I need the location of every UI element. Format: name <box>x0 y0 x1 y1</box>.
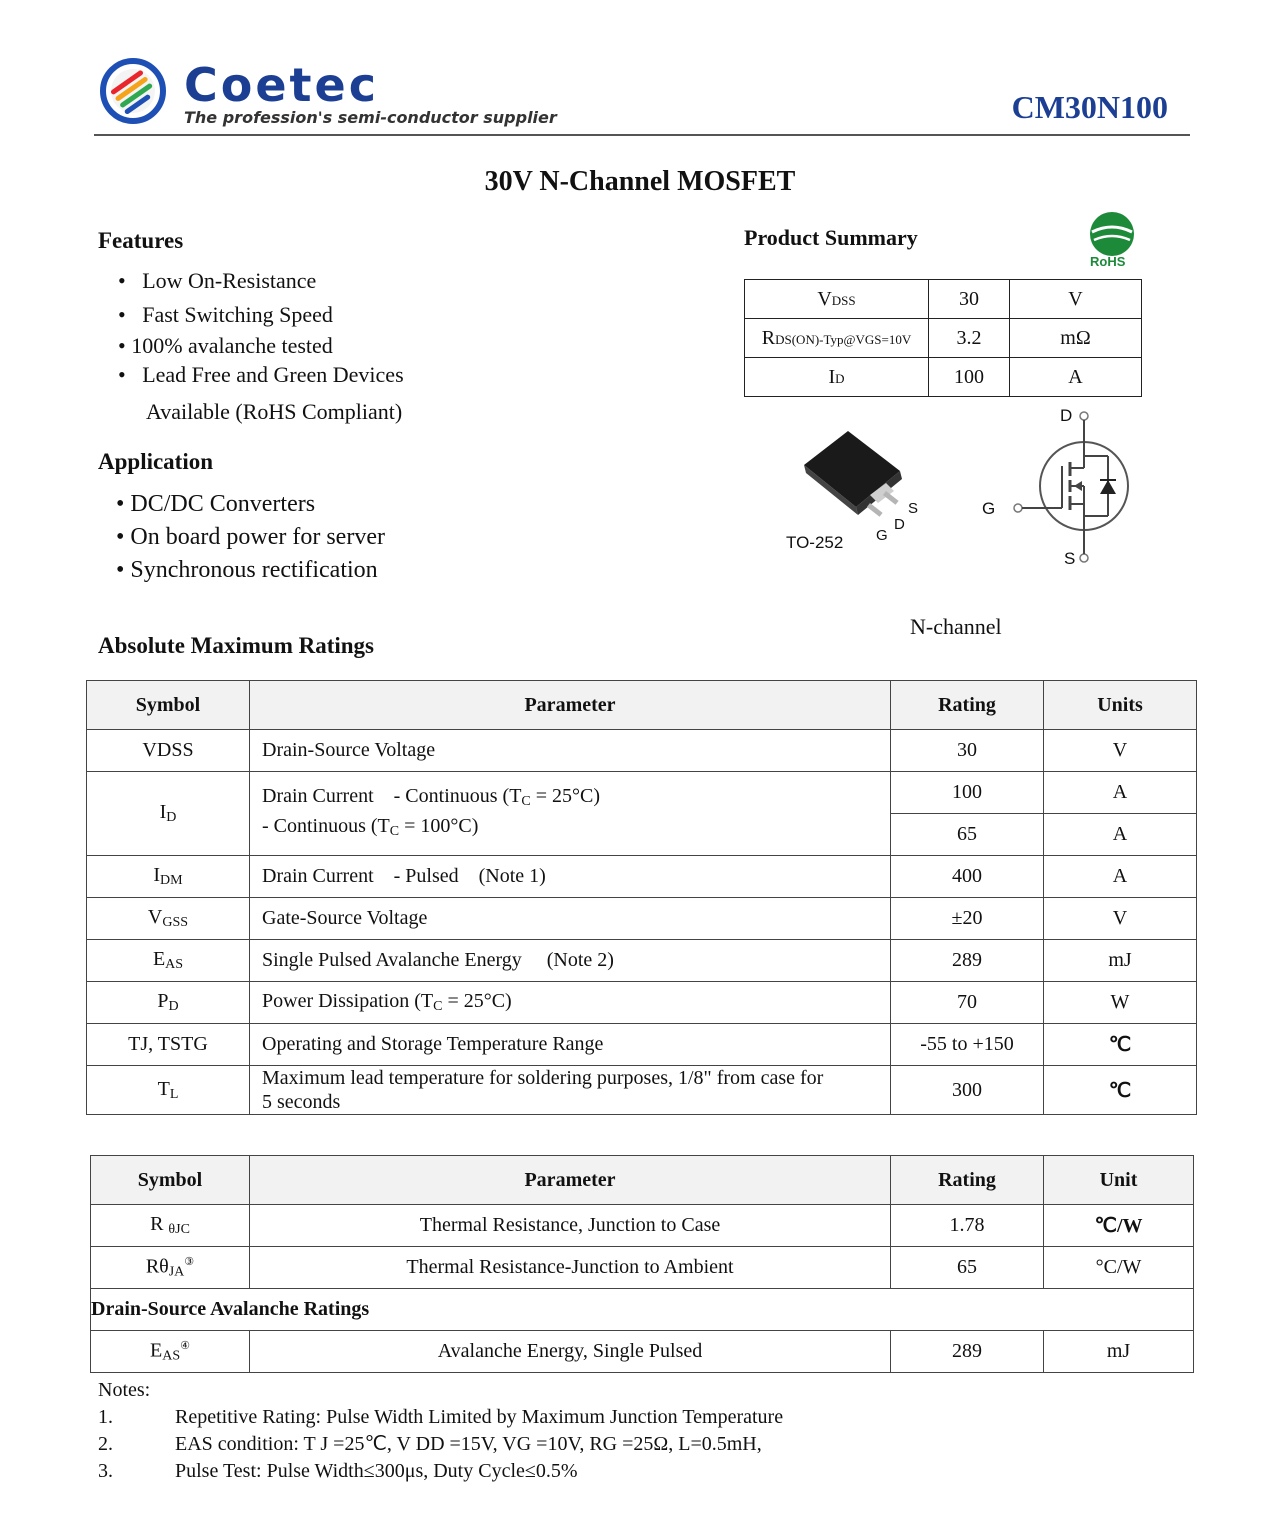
thermal-resistance-table <box>90 1155 1194 1373</box>
pin-label-d: D <box>894 516 905 533</box>
symbol-cell: VDSS <box>87 730 250 772</box>
note-item: 3. Pulse Test: Pulse Width≤300μs, Duty Cycle≤0.5% <box>98 1460 578 1482</box>
feature-item: • Low On-Resistance <box>118 268 317 293</box>
column-header: Symbol <box>87 681 250 730</box>
notes-heading: Notes: <box>98 1379 151 1401</box>
header-divider <box>94 134 1190 136</box>
part-number: CM30N100 <box>1011 89 1168 125</box>
symbol-cell: $E_{AS}$ <box>87 940 250 982</box>
column-header: Symbol <box>91 1156 250 1205</box>
rating-cell: 300 <box>891 1066 1044 1115</box>
table-cell: ID <box>745 358 929 397</box>
table-row <box>91 1331 1194 1373</box>
table-row <box>87 772 1197 814</box>
parameter-cell: Gate-Source Voltage <box>250 898 891 940</box>
symbol-cell: $V_{GSS}$ <box>87 898 250 940</box>
parameter-cell: Maximum lead temperature for soldering purposes, 1/8" from case for 5 seconds <box>250 1066 891 1115</box>
table-row <box>87 730 1197 772</box>
table-row <box>87 856 1197 898</box>
n-channel-mosfet-symbol <box>1000 410 1140 570</box>
table-header-row <box>91 1156 1194 1205</box>
table-cell: 30 <box>929 280 1010 319</box>
unit-cell: mJ <box>1044 1331 1194 1373</box>
section-heading-avalanche: Drain-Source Avalanche Ratings <box>91 1289 1194 1331</box>
column-header: Parameter <box>250 1156 891 1205</box>
feature-item-continuation: Available (RoHS Compliant) <box>146 399 403 424</box>
symbol-cell: $P_D$ <box>87 982 250 1024</box>
column-header: Unit <box>1044 1156 1194 1205</box>
parameter-cell: Drain-Source Voltage <box>250 730 891 772</box>
parameter-cell: Power Dissipation $(T_C = 25^\circ C)$ <box>250 982 891 1024</box>
symbol-cell: R $_{\theta JC}$ <box>91 1205 250 1247</box>
table-row <box>87 898 1197 940</box>
rohs-label: RoHS <box>1090 254 1126 269</box>
unit-cell: A <box>1044 814 1197 856</box>
column-header: Rating <box>891 1156 1044 1205</box>
brand-name: Coetec <box>184 58 380 112</box>
unit-cell: V <box>1044 898 1197 940</box>
absolute-maximum-ratings-heading: Absolute Maximum Ratings <box>98 633 375 658</box>
table-cell: V <box>1010 280 1142 319</box>
symbol-cell: $I_D$ <box>87 772 250 856</box>
schematic-label-g: G <box>982 499 996 518</box>
pin-label-s: S <box>908 500 919 517</box>
note-item: 1. Repetitive Rating: Pulse Width Limited by Maximum Junction Temperature <box>98 1406 784 1428</box>
schematic-label-d: D <box>1060 406 1073 425</box>
unit-cell: °C/W <box>1044 1247 1194 1289</box>
rating-cell: 70 <box>891 982 1044 1024</box>
table-row <box>87 1024 1197 1066</box>
rating-cell: -55 to +150 <box>891 1024 1044 1066</box>
symbol-cell: $I_{DM}$ <box>87 856 250 898</box>
column-header: Units <box>1044 681 1197 730</box>
application-heading: Application <box>98 449 214 474</box>
table-row <box>91 1205 1194 1247</box>
unit-cell: ℃/W <box>1044 1205 1194 1247</box>
brand-tagline: The profession's semi-conductor supplier <box>184 108 557 127</box>
feature-item: • 100% avalanche tested <box>118 333 333 358</box>
unit-cell: V <box>1044 730 1197 772</box>
symbol-cell: $E_{AS}^④$ <box>91 1331 250 1373</box>
channel-type-label: N-channel <box>910 614 1002 639</box>
application-item: • Synchronous rectification <box>116 557 378 583</box>
schematic-label-s: S <box>1064 549 1076 568</box>
parameter-cell: Thermal Resistance-Junction to Ambient <box>250 1247 891 1289</box>
rating-cell: 65 <box>891 1247 1044 1289</box>
table-cell: RDS(ON)-Typ@VGS=10V <box>745 319 929 358</box>
table-row <box>745 280 1142 319</box>
table-cell: A <box>1010 358 1142 397</box>
unit-cell: ℃ <box>1044 1024 1197 1066</box>
unit-cell: A <box>1044 772 1197 814</box>
column-header: Rating <box>891 681 1044 730</box>
coetec-logo <box>100 58 166 124</box>
rating-cell: 100 <box>891 772 1044 814</box>
features-heading: Features <box>98 228 184 253</box>
unit-cell: A <box>1044 856 1197 898</box>
application-item: • On board power for server <box>116 524 385 550</box>
table-row <box>87 940 1197 982</box>
table-cell: mΩ <box>1010 319 1142 358</box>
product-summary-table <box>744 279 1142 397</box>
table-row <box>87 982 1197 1024</box>
column-header: Parameter <box>250 681 891 730</box>
to252-package-image <box>790 425 940 535</box>
unit-cell: mJ <box>1044 940 1197 982</box>
notes-section <box>98 1377 783 1485</box>
package-name: TO-252 <box>786 533 844 552</box>
rating-cell: 30 <box>891 730 1044 772</box>
table-section-row <box>91 1289 1194 1331</box>
table-cell: 3.2 <box>929 319 1010 358</box>
parameter-cell: Drain Current - Continuous $(T_C = 25^\circ C)$ - Continuous $(T_C = 100^\circ C)$ <box>250 772 891 856</box>
table-header-row <box>87 681 1197 730</box>
table-cell: 100 <box>929 358 1010 397</box>
symbol-cell: $R\theta_{JA}^③$ <box>91 1247 250 1289</box>
note-item: 2. EAS condition: T J =25℃, V DD =15V, VG =10V, RG =25Ω, L=0.5mH, <box>98 1433 762 1455</box>
parameter-cell: Thermal Resistance, Junction to Case <box>250 1205 891 1247</box>
table-row <box>91 1247 1194 1289</box>
pin-label-g: G <box>876 527 888 544</box>
rating-cell: ±20 <box>891 898 1044 940</box>
unit-cell: W <box>1044 982 1197 1024</box>
parameter-cell: Single Pulsed Avalanche Energy (Note 2) <box>250 940 891 982</box>
table-row <box>87 1066 1197 1115</box>
application-item: • DC/DC Converters <box>116 491 316 517</box>
rating-cell: 65 <box>891 814 1044 856</box>
table-cell: VDSS <box>745 280 929 319</box>
unit-cell: ℃ <box>1044 1066 1197 1115</box>
table-row <box>745 358 1142 397</box>
product-summary-heading: Product Summary <box>744 225 918 250</box>
rating-cell: 289 <box>891 1331 1044 1373</box>
parameter-cell: Drain Current - Pulsed (Note 1) <box>250 856 891 898</box>
symbol-cell: TJ, TSTG <box>87 1024 250 1066</box>
parameter-cell: Avalanche Energy, Single Pulsed <box>250 1331 891 1373</box>
parameter-cell: Operating and Storage Temperature Range <box>250 1024 891 1066</box>
document-title: 30V N-Channel MOSFET <box>484 166 796 197</box>
rating-cell: 289 <box>891 940 1044 982</box>
rating-cell: 400 <box>891 856 1044 898</box>
table-row <box>745 319 1142 358</box>
symbol-cell: $T_L$ <box>87 1066 250 1115</box>
feature-item: • Lead Free and Green Devices <box>118 362 404 387</box>
rating-cell: 1.78 <box>891 1205 1044 1247</box>
absolute-maximum-ratings-table <box>86 680 1197 1115</box>
feature-item: • Fast Switching Speed <box>118 302 333 327</box>
